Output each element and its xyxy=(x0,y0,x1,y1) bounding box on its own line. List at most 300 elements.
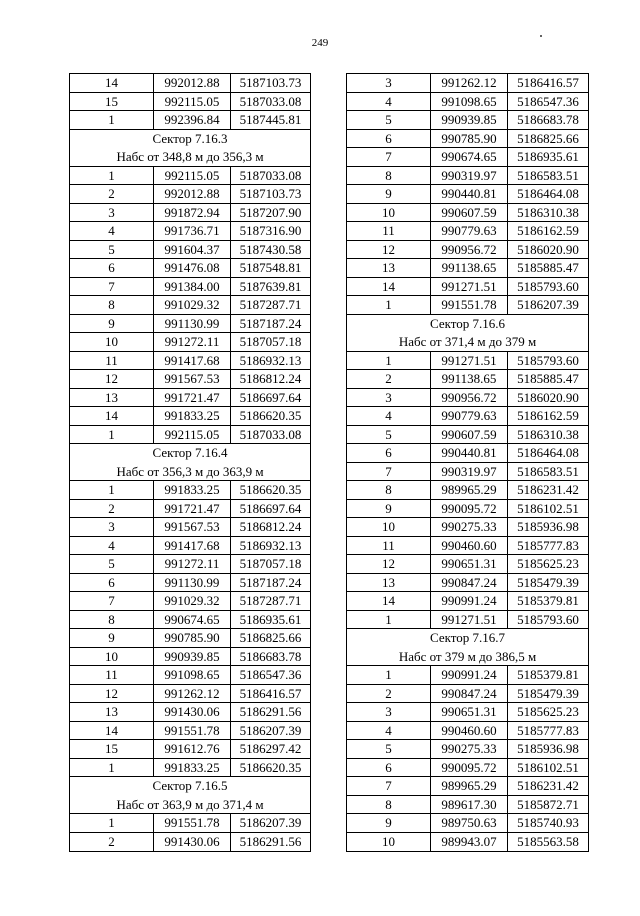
y-coordinate: 5185379.81 xyxy=(517,593,579,608)
x-coordinate: 992012.88 xyxy=(154,74,231,92)
x-coordinate: 991029.32 xyxy=(154,296,231,314)
point-number: 2 xyxy=(70,500,154,518)
table-row xyxy=(347,685,588,704)
y-coordinate: 5186935.61 xyxy=(517,149,579,164)
point-number: 10 xyxy=(70,648,154,666)
table-row xyxy=(347,407,588,426)
y-coordinate: 5186825.66 xyxy=(517,130,579,146)
y-coordinate: 5187287.71 xyxy=(239,593,302,608)
coordinates-table-left xyxy=(69,73,311,852)
y-coordinate: 5186825.66 xyxy=(239,630,302,645)
point-number: 7 xyxy=(347,777,431,795)
y-coordinate: 5186231.42 xyxy=(517,778,579,793)
table-row xyxy=(70,352,310,371)
x-coordinate: 990275.33 xyxy=(431,740,508,758)
table-row xyxy=(347,555,588,574)
table-row xyxy=(347,703,588,722)
point-number: 15 xyxy=(70,740,154,758)
table-row xyxy=(347,389,588,408)
table-row xyxy=(70,703,310,722)
table-row xyxy=(347,500,588,519)
point-number: 7 xyxy=(70,278,154,296)
x-coordinate: 990460.60 xyxy=(431,537,508,555)
point-number: 10 xyxy=(347,833,431,852)
y-coordinate: 5187430.58 xyxy=(239,241,302,257)
point-number: 4 xyxy=(347,407,431,425)
x-coordinate: 991833.25 xyxy=(154,759,231,777)
y-coordinate: 5187033.08 xyxy=(239,93,302,109)
x-coordinate: 990651.31 xyxy=(431,555,508,573)
point-number: 2 xyxy=(70,185,154,203)
table-row xyxy=(70,722,310,741)
table-row xyxy=(70,333,310,352)
sector-heading: Сектор 7.16.3 xyxy=(152,130,228,146)
point-number: 4 xyxy=(347,93,431,111)
table-row xyxy=(70,759,310,778)
x-coordinate: 991130.99 xyxy=(154,315,231,333)
table-row xyxy=(347,130,588,149)
point-number: 4 xyxy=(70,537,154,555)
y-coordinate: 5186162.59 xyxy=(517,408,579,423)
x-coordinate: 991029.32 xyxy=(154,592,231,610)
y-coordinate: 5186697.64 xyxy=(239,389,302,405)
x-coordinate: 989965.29 xyxy=(431,777,508,795)
point-number: 11 xyxy=(70,666,154,684)
point-number: 8 xyxy=(70,611,154,629)
y-coordinate: 5185793.60 xyxy=(517,278,579,294)
point-number: 9 xyxy=(347,185,431,203)
x-coordinate: 989965.29 xyxy=(431,481,508,499)
point-number: 13 xyxy=(347,259,431,277)
point-number: 6 xyxy=(70,574,154,592)
point-number: 7 xyxy=(347,148,431,166)
y-coordinate: 5186162.59 xyxy=(517,223,579,238)
x-coordinate: 989617.30 xyxy=(431,796,508,814)
point-number: 1 xyxy=(70,167,154,185)
x-coordinate: 990440.81 xyxy=(431,444,508,462)
table-row xyxy=(347,537,588,556)
x-coordinate: 990991.24 xyxy=(431,592,508,610)
y-coordinate: 5186683.78 xyxy=(239,648,302,664)
y-coordinate: 5187316.90 xyxy=(239,223,302,238)
y-coordinate: 5186620.35 xyxy=(239,759,302,775)
y-coordinate: 5186547.36 xyxy=(239,667,302,682)
y-coordinate: 5186310.38 xyxy=(517,204,579,220)
sector-range: Набс от 371,4 м до 379 м xyxy=(347,333,588,352)
point-number: 2 xyxy=(347,370,431,388)
y-coordinate: 5186207.39 xyxy=(239,722,302,738)
point-number: 12 xyxy=(347,241,431,259)
y-coordinate: 5186020.90 xyxy=(517,389,579,405)
point-number: 1 xyxy=(70,759,154,777)
x-coordinate: 990785.90 xyxy=(431,130,508,148)
x-coordinate: 990095.72 xyxy=(431,500,508,518)
y-coordinate: 5186416.57 xyxy=(517,75,579,90)
table-row xyxy=(347,759,588,778)
sector-heading: Сектор 7.16.4 xyxy=(152,445,228,460)
x-coordinate: 991138.65 xyxy=(431,259,508,277)
x-coordinate: 992115.05 xyxy=(154,93,231,111)
table-row xyxy=(70,629,310,648)
y-coordinate: 5185777.83 xyxy=(517,537,579,553)
table-row xyxy=(347,814,588,833)
x-coordinate: 992396.84 xyxy=(154,111,231,129)
y-coordinate: 5186310.38 xyxy=(517,426,579,442)
table-row xyxy=(70,426,310,445)
y-coordinate: 5185885.47 xyxy=(517,260,579,275)
table-row xyxy=(347,352,588,371)
point-number: 7 xyxy=(347,463,431,481)
y-coordinate: 5186102.51 xyxy=(517,759,579,775)
table-row xyxy=(347,777,588,796)
x-coordinate: 990275.33 xyxy=(431,518,508,536)
table-row xyxy=(347,148,588,167)
table-row xyxy=(347,463,588,482)
point-number: 3 xyxy=(347,74,431,92)
x-coordinate: 990779.63 xyxy=(431,222,508,240)
y-coordinate: 5186935.61 xyxy=(239,611,302,627)
point-number: 3 xyxy=(70,518,154,536)
table-row xyxy=(70,222,310,241)
table-row xyxy=(347,204,588,223)
x-coordinate: 991567.53 xyxy=(154,518,231,536)
x-coordinate: 990651.31 xyxy=(431,703,508,721)
y-coordinate: 5186932.13 xyxy=(239,537,302,553)
point-number: 6 xyxy=(347,444,431,462)
y-coordinate: 5186416.57 xyxy=(239,685,302,701)
x-coordinate: 991384.00 xyxy=(154,278,231,296)
table-row xyxy=(70,611,310,630)
sector-range: Набс от 356,3 м до 363,9 м xyxy=(70,463,310,482)
y-coordinate: 5187445.81 xyxy=(239,112,302,127)
x-coordinate: 991612.76 xyxy=(154,740,231,758)
table-row xyxy=(347,833,588,852)
point-number: 13 xyxy=(70,389,154,407)
table-row xyxy=(70,574,310,593)
x-coordinate: 990956.72 xyxy=(431,389,508,407)
table-row xyxy=(70,648,310,667)
point-number: 1 xyxy=(70,481,154,499)
point-number: 1 xyxy=(70,814,154,832)
point-number: 6 xyxy=(70,259,154,277)
x-coordinate: 991417.68 xyxy=(154,537,231,555)
y-coordinate: 5187639.81 xyxy=(239,278,302,294)
table-row xyxy=(70,93,310,112)
point-number: 1 xyxy=(347,611,431,629)
point-number: 5 xyxy=(70,555,154,573)
point-number: 4 xyxy=(70,222,154,240)
table-row xyxy=(347,241,588,260)
y-coordinate: 5187057.18 xyxy=(239,556,302,571)
point-number: 14 xyxy=(70,74,154,92)
x-coordinate: 990460.60 xyxy=(431,722,508,740)
x-coordinate: 990319.97 xyxy=(431,463,508,481)
y-coordinate: 5186291.56 xyxy=(239,704,302,719)
table-row xyxy=(70,370,310,389)
point-number: 8 xyxy=(347,167,431,185)
sector-heading: Сектор 7.16.7 xyxy=(429,630,505,645)
table-row xyxy=(347,796,588,815)
table-row xyxy=(70,204,310,223)
point-number: 14 xyxy=(347,278,431,296)
table-row xyxy=(347,426,588,445)
point-number: 1 xyxy=(70,426,154,444)
scan-speck xyxy=(540,35,542,37)
point-number: 9 xyxy=(347,814,431,832)
table-row xyxy=(347,722,588,741)
point-number: 13 xyxy=(70,703,154,721)
x-coordinate: 990440.81 xyxy=(431,185,508,203)
point-number: 15 xyxy=(70,93,154,111)
table-row xyxy=(347,518,588,537)
table-row xyxy=(347,111,588,130)
x-coordinate: 989750.63 xyxy=(431,814,508,832)
x-coordinate: 991551.78 xyxy=(154,814,231,832)
table-row xyxy=(70,481,310,500)
table-row xyxy=(70,740,310,759)
x-coordinate: 991271.51 xyxy=(431,352,508,370)
y-coordinate: 5187103.73 xyxy=(239,186,302,201)
table-row xyxy=(347,93,588,112)
table-row xyxy=(70,74,310,93)
table-row xyxy=(347,185,588,204)
y-coordinate: 5186102.51 xyxy=(517,500,579,516)
x-coordinate: 991604.37 xyxy=(154,241,231,259)
table-row xyxy=(347,481,588,500)
y-coordinate: 5187187.24 xyxy=(239,315,302,331)
x-coordinate: 991262.12 xyxy=(431,74,508,92)
y-coordinate: 5186620.35 xyxy=(239,408,302,423)
x-coordinate: 991476.08 xyxy=(154,259,231,277)
y-coordinate: 5187287.71 xyxy=(239,297,302,312)
point-number: 5 xyxy=(347,426,431,444)
y-coordinate: 5186464.08 xyxy=(517,186,579,201)
point-number: 14 xyxy=(347,592,431,610)
x-coordinate: 991551.78 xyxy=(154,722,231,740)
x-coordinate: 991721.47 xyxy=(154,389,231,407)
table-row xyxy=(347,444,588,463)
table-row xyxy=(70,407,310,426)
x-coordinate: 989943.07 xyxy=(431,833,508,852)
y-coordinate: 5185885.47 xyxy=(517,371,579,386)
table-row xyxy=(347,222,588,241)
y-coordinate: 5186697.64 xyxy=(239,500,302,516)
table-row xyxy=(347,296,588,315)
y-coordinate: 5186583.51 xyxy=(517,463,579,479)
point-number: 5 xyxy=(347,740,431,758)
x-coordinate: 990847.24 xyxy=(431,685,508,703)
y-coordinate: 5186020.90 xyxy=(517,241,579,257)
point-number: 11 xyxy=(347,537,431,555)
table-row xyxy=(70,389,310,408)
point-number: 8 xyxy=(347,796,431,814)
y-coordinate: 5185479.39 xyxy=(517,574,579,590)
y-coordinate: 5186464.08 xyxy=(517,445,579,460)
point-number: 9 xyxy=(70,315,154,333)
y-coordinate: 5186812.24 xyxy=(239,519,302,534)
x-coordinate: 991272.11 xyxy=(154,333,231,351)
y-coordinate: 5185625.23 xyxy=(517,704,579,719)
x-coordinate: 991721.47 xyxy=(154,500,231,518)
y-coordinate: 5187033.08 xyxy=(239,167,302,183)
point-number: 3 xyxy=(347,703,431,721)
table-row xyxy=(70,518,310,537)
x-coordinate: 991130.99 xyxy=(154,574,231,592)
y-coordinate: 5185379.81 xyxy=(517,667,579,682)
x-coordinate: 990779.63 xyxy=(431,407,508,425)
x-coordinate: 991736.71 xyxy=(154,222,231,240)
point-number: 10 xyxy=(70,333,154,351)
point-number: 1 xyxy=(70,111,154,129)
point-number: 2 xyxy=(347,685,431,703)
x-coordinate: 991417.68 xyxy=(154,352,231,370)
y-coordinate: 5186297.42 xyxy=(239,741,302,756)
y-coordinate: 5186547.36 xyxy=(517,93,579,109)
x-coordinate: 991098.65 xyxy=(154,666,231,684)
y-coordinate: 5186207.39 xyxy=(239,815,302,830)
table-row xyxy=(70,259,310,278)
x-coordinate: 990095.72 xyxy=(431,759,508,777)
page-number: 249 xyxy=(311,37,329,49)
x-coordinate: 991271.51 xyxy=(431,278,508,296)
y-coordinate: 5185777.83 xyxy=(517,722,579,738)
x-coordinate: 991833.25 xyxy=(154,481,231,499)
x-coordinate: 990939.85 xyxy=(431,111,508,129)
y-coordinate: 5185793.60 xyxy=(517,352,579,368)
x-coordinate: 990607.59 xyxy=(431,204,508,222)
x-coordinate: 991551.78 xyxy=(431,296,508,314)
x-coordinate: 990674.65 xyxy=(154,611,231,629)
y-coordinate: 5185740.93 xyxy=(517,815,579,830)
table-row xyxy=(347,370,588,389)
y-coordinate: 5185872.71 xyxy=(517,796,579,812)
y-coordinate: 5187057.18 xyxy=(239,334,302,349)
table-row xyxy=(347,278,588,297)
table-row xyxy=(70,278,310,297)
point-number: 1 xyxy=(347,352,431,370)
y-coordinate: 5186932.13 xyxy=(239,352,302,368)
sector-heading: Сектор 7.16.5 xyxy=(152,778,228,793)
point-number: 4 xyxy=(347,722,431,740)
table-row xyxy=(347,167,588,186)
table-row xyxy=(347,666,588,685)
table-row xyxy=(347,74,588,93)
y-coordinate: 5185936.98 xyxy=(517,741,579,756)
point-number: 11 xyxy=(347,222,431,240)
x-coordinate: 991271.51 xyxy=(431,611,508,629)
y-coordinate: 5187187.24 xyxy=(239,574,302,590)
y-coordinate: 5186207.39 xyxy=(517,297,579,312)
table-row xyxy=(347,574,588,593)
y-coordinate: 5185479.39 xyxy=(517,685,579,701)
table-row xyxy=(347,259,588,278)
point-number: 2 xyxy=(70,833,154,852)
coordinates-table-right xyxy=(346,73,589,852)
x-coordinate: 990674.65 xyxy=(431,148,508,166)
x-coordinate: 990956.72 xyxy=(431,241,508,259)
point-number: 8 xyxy=(347,481,431,499)
y-coordinate: 5185793.60 xyxy=(517,611,579,627)
table-row xyxy=(70,537,310,556)
table-row xyxy=(70,167,310,186)
point-number: 12 xyxy=(347,555,431,573)
point-number: 9 xyxy=(347,500,431,518)
point-number: 9 xyxy=(70,629,154,647)
x-coordinate: 991430.06 xyxy=(154,703,231,721)
x-coordinate: 991833.25 xyxy=(154,407,231,425)
y-coordinate: 5187103.73 xyxy=(239,75,302,90)
x-coordinate: 990991.24 xyxy=(431,666,508,684)
sector-range: Набс от 379 м до 386,5 м xyxy=(347,648,588,667)
point-number: 3 xyxy=(347,389,431,407)
table-row xyxy=(70,685,310,704)
y-coordinate: 5186812.24 xyxy=(239,371,302,386)
point-number: 1 xyxy=(347,296,431,314)
y-coordinate: 5186620.35 xyxy=(239,482,302,497)
point-number: 6 xyxy=(347,130,431,148)
x-coordinate: 990607.59 xyxy=(431,426,508,444)
x-coordinate: 990939.85 xyxy=(154,648,231,666)
y-coordinate: 5185563.58 xyxy=(517,833,579,849)
x-coordinate: 991098.65 xyxy=(431,93,508,111)
point-number: 1 xyxy=(347,666,431,684)
y-coordinate: 5187207.90 xyxy=(239,204,302,220)
table-row xyxy=(347,611,588,630)
y-coordinate: 5187033.08 xyxy=(239,426,302,442)
y-coordinate: 5187548.81 xyxy=(239,260,302,275)
point-number: 8 xyxy=(70,296,154,314)
table-row xyxy=(70,315,310,334)
point-number: 5 xyxy=(347,111,431,129)
table-row xyxy=(70,814,310,833)
table-row xyxy=(70,111,310,130)
y-coordinate: 5186231.42 xyxy=(517,482,579,497)
table-row xyxy=(70,185,310,204)
sector-range: Набс от 348,8 м до 356,3 м xyxy=(70,148,310,167)
point-number: 6 xyxy=(347,759,431,777)
x-coordinate: 990319.97 xyxy=(431,167,508,185)
point-number: 10 xyxy=(347,204,431,222)
point-number: 14 xyxy=(70,407,154,425)
table-row xyxy=(70,592,310,611)
sector-range: Набс от 363,9 м до 371,4 м xyxy=(70,796,310,815)
y-coordinate: 5185625.23 xyxy=(517,556,579,571)
point-number: 11 xyxy=(70,352,154,370)
x-coordinate: 991872.94 xyxy=(154,204,231,222)
table-row xyxy=(347,740,588,759)
point-number: 3 xyxy=(70,204,154,222)
x-coordinate: 990785.90 xyxy=(154,629,231,647)
point-number: 12 xyxy=(70,685,154,703)
table-row xyxy=(347,592,588,611)
y-coordinate: 5186683.78 xyxy=(517,112,579,127)
x-coordinate: 991430.06 xyxy=(154,833,231,852)
table-row xyxy=(70,500,310,519)
x-coordinate: 992115.05 xyxy=(154,426,231,444)
table-row xyxy=(70,666,310,685)
x-coordinate: 990847.24 xyxy=(431,574,508,592)
x-coordinate: 991567.53 xyxy=(154,370,231,388)
table-row xyxy=(70,833,310,852)
point-number: 12 xyxy=(70,370,154,388)
x-coordinate: 992115.05 xyxy=(154,167,231,185)
point-number: 10 xyxy=(347,518,431,536)
y-coordinate: 5186583.51 xyxy=(517,167,579,183)
point-number: 13 xyxy=(347,574,431,592)
table-row xyxy=(70,241,310,260)
table-row xyxy=(70,296,310,315)
sector-heading: Сектор 7.16.6 xyxy=(429,315,505,331)
